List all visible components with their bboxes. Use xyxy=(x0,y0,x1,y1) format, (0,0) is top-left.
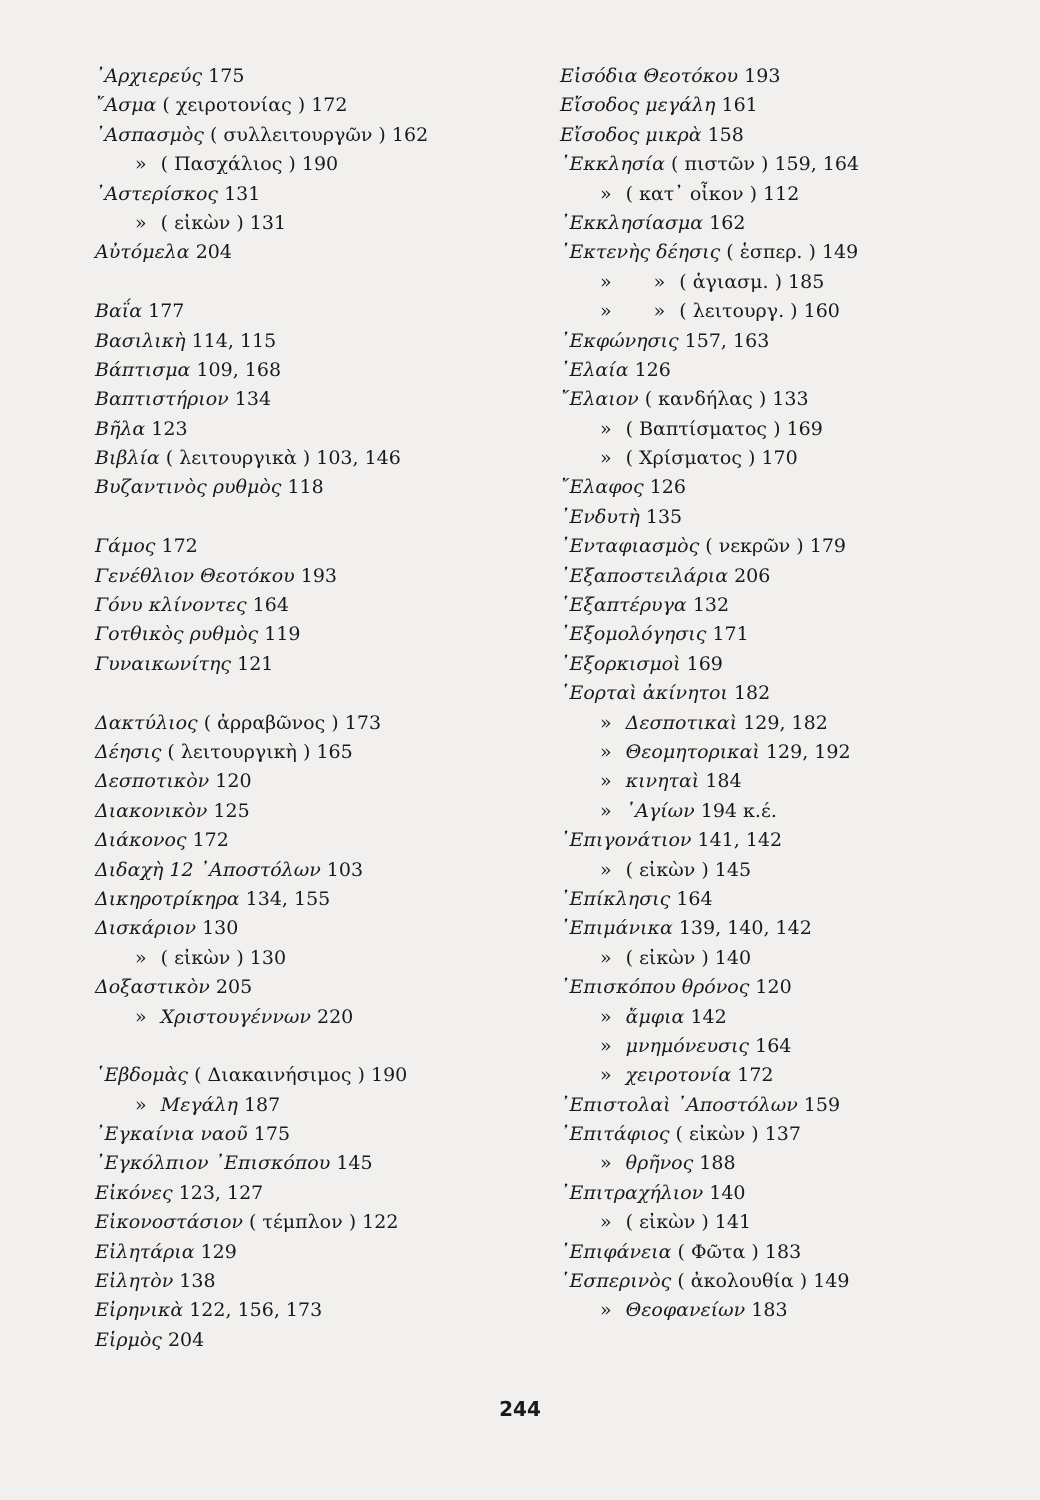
index-entry xyxy=(95,709,535,738)
index-entry xyxy=(560,738,1020,767)
index-entry xyxy=(95,180,535,209)
entry-page-ref: 139, 140, 142 xyxy=(678,917,812,940)
index-entry xyxy=(95,473,535,502)
entry-page-ref: 118 xyxy=(287,476,324,499)
entry-qualifier: ( εἰκὼν ) xyxy=(675,1123,759,1146)
entry-page-ref: 185 xyxy=(788,270,825,293)
index-entry xyxy=(95,1091,535,1120)
index-entry xyxy=(560,327,1020,356)
entry-page-ref: 130 xyxy=(249,946,287,969)
index-entry xyxy=(560,944,1020,973)
entry-term: ᾽Εγκόλπιον ᾽Επισκόπου xyxy=(95,1152,331,1175)
entry-term: Βῆλα xyxy=(95,417,146,440)
entry-term: ᾽Επιτραχήλιον xyxy=(560,1181,704,1204)
entry-page-ref: 190 xyxy=(371,1064,408,1087)
index-entry xyxy=(560,91,1020,120)
entry-page-ref: 133 xyxy=(772,388,809,411)
entry-page-ref: 205 xyxy=(215,976,253,999)
ditto-mark: » xyxy=(600,770,612,793)
index-entry xyxy=(95,591,535,620)
index-entry xyxy=(95,1149,535,1178)
entry-term: Εἰσόδια Θεοτόκου xyxy=(560,65,739,87)
entry-page-ref: 103, 146 xyxy=(316,447,401,470)
ditto-mark: » xyxy=(653,300,666,323)
entry-page-ref: 172 xyxy=(737,1064,774,1087)
index-entry xyxy=(95,385,535,414)
entry-page-ref: 169 xyxy=(686,652,723,675)
entry-page-ref: 183 xyxy=(764,1240,802,1263)
index-entry xyxy=(560,591,1020,620)
entry-qualifier: ( λειτουργ. ) xyxy=(679,300,798,323)
index-entry xyxy=(560,1296,1020,1325)
index-entry xyxy=(560,1149,1020,1178)
entry-page-ref: 204 xyxy=(167,1328,205,1351)
entry-page-ref: 141 xyxy=(714,1211,752,1234)
entry-page-ref: 120 xyxy=(755,976,792,999)
entry-page-ref: 164 xyxy=(676,887,713,910)
entry-page-ref: 149 xyxy=(821,241,859,264)
entry-term: Χριστουγέννων xyxy=(160,1005,311,1028)
entry-page-ref: 159 xyxy=(803,1093,841,1116)
index-entry xyxy=(560,1091,1020,1120)
entry-qualifier: ( νεκρῶν ) xyxy=(705,535,804,558)
entry-page-ref: 175 xyxy=(208,65,245,87)
entry-page-ref: 175 xyxy=(253,1123,291,1146)
index-entry xyxy=(95,826,535,855)
entry-page-ref: 103 xyxy=(326,858,364,881)
entry-qualifier: ( κατ᾽ οἶκον ) xyxy=(625,182,758,205)
index-column-right xyxy=(560,62,1020,1326)
ditto-mark: » xyxy=(135,1005,147,1028)
entry-page-ref: 193 xyxy=(744,65,781,87)
index-entry xyxy=(95,562,535,591)
entry-page-ref: 145 xyxy=(336,1152,373,1175)
entry-term: κινηταὶ xyxy=(625,770,700,793)
ditto-mark: » xyxy=(600,1034,612,1057)
entry-qualifier: ( τέμπλον ) xyxy=(248,1211,357,1234)
entry-qualifier: ( εἰκὼν ) xyxy=(625,1211,709,1234)
index-entry xyxy=(95,356,535,385)
entry-qualifier: ( εἰκὼν ) xyxy=(625,858,709,881)
entry-term: ῾Αγίων xyxy=(625,799,695,822)
entry-term: Εἰκονοστάσιον xyxy=(95,1211,243,1234)
entry-term: Διακονικὸν xyxy=(95,799,208,822)
entry-term: ᾽Εκκλησία xyxy=(560,153,665,176)
index-entry xyxy=(95,650,535,679)
entry-page-ref: 142 xyxy=(690,1005,727,1028)
entry-term: ᾽Επίκλησις xyxy=(560,887,671,910)
entry-qualifier: ( ἀκολουθία ) xyxy=(677,1270,808,1293)
entry-term: Εἱρμὸς xyxy=(95,1328,162,1351)
entry-page-ref: 162 xyxy=(391,123,429,146)
entry-term: ᾽Επιτάφιος xyxy=(560,1123,670,1146)
entry-page-ref: 129, 182 xyxy=(743,711,828,734)
entry-page-ref: 158 xyxy=(707,123,744,146)
index-entry xyxy=(560,532,1020,561)
index-entry xyxy=(95,297,535,326)
index-entry xyxy=(560,914,1020,943)
index-entry xyxy=(95,620,535,649)
entry-page-ref: 160 xyxy=(803,300,840,323)
ditto-mark: » xyxy=(135,153,147,176)
entry-term: θρῆνος xyxy=(625,1152,694,1175)
entry-page-ref: 165 xyxy=(316,740,353,763)
entry-term: ῾Εβδομὰς xyxy=(95,1064,189,1087)
entry-page-ref: 172 xyxy=(161,535,198,558)
index-entry xyxy=(95,1238,535,1267)
index-entry xyxy=(560,62,1020,91)
entry-term: ᾽Επιφάνεια xyxy=(560,1240,672,1263)
entry-term: ἄμφια xyxy=(625,1005,685,1028)
index-entry xyxy=(95,121,535,150)
entry-qualifier: ( εἰκὼν ) xyxy=(160,211,244,234)
entry-page-ref: 126 xyxy=(649,476,686,499)
index-entry xyxy=(95,150,535,179)
entry-page-ref: 131 xyxy=(224,182,261,205)
entry-term: ᾽Επιστολαὶ ᾽Αποστόλων xyxy=(560,1093,798,1116)
entry-term: Διδαχὴ 12 ᾽Αποστόλων xyxy=(95,858,321,881)
entry-page-ref: 119 xyxy=(264,623,301,646)
entry-page-ref: 190 xyxy=(301,153,339,176)
ditto-mark: » xyxy=(600,182,612,205)
index-entry xyxy=(95,1061,535,1090)
entry-term: ᾽Ενταφιασμὸς xyxy=(560,535,700,558)
entry-term: Δεσποτικαὶ xyxy=(625,711,738,734)
index-entry xyxy=(560,503,1020,532)
index-entry xyxy=(95,738,535,767)
entry-term: Εἴσοδος μικρὰ xyxy=(560,123,702,146)
index-entry xyxy=(560,562,1020,591)
entry-term: Δισκάριον xyxy=(95,917,197,940)
index-entry xyxy=(95,238,535,267)
entry-term: ῎Ασμα xyxy=(95,94,157,117)
ditto-mark: » xyxy=(600,300,612,323)
entry-term: ᾽Εξορκισμοὶ xyxy=(560,652,681,675)
ditto-mark: » xyxy=(600,946,612,969)
entry-term: Γοτθικὸς ρυθμὸς xyxy=(95,623,259,646)
entry-page-ref: 137 xyxy=(764,1123,801,1146)
entry-page-ref: 145 xyxy=(714,858,752,881)
entry-page-ref: 125 xyxy=(213,799,250,822)
entry-page-ref: 129 xyxy=(200,1240,237,1263)
ditto-mark: » xyxy=(135,1093,147,1116)
entry-term: μνημόνευσις xyxy=(625,1034,750,1057)
entry-page-ref: 114, 115 xyxy=(191,329,277,352)
entry-page-ref: 123 xyxy=(151,417,188,440)
index-entry xyxy=(560,356,1020,385)
entry-page-ref: 138 xyxy=(179,1270,216,1293)
entry-term: ῾Εξαπτέρυγα xyxy=(560,594,687,617)
entry-page-ref: 132 xyxy=(692,594,730,617)
ditto-mark: » xyxy=(600,858,612,881)
entry-qualifier: ( εἰκὼν ) xyxy=(625,946,709,969)
index-entry xyxy=(95,327,535,356)
entry-term: Γάμος xyxy=(95,535,156,558)
entry-page-ref: 173 xyxy=(344,711,382,734)
entry-term: ᾽Επισκόπου θρόνος xyxy=(560,976,750,999)
entry-term: Εἴσοδος μεγάλη xyxy=(560,94,716,117)
entry-page-ref: 141, 142 xyxy=(697,829,783,852)
index-entry xyxy=(95,1003,535,1032)
entry-term: ᾽Ελαία xyxy=(560,358,629,381)
index-entry xyxy=(560,826,1020,855)
entry-term: Δικηροτρίκηρα xyxy=(95,887,240,910)
entry-term: Δεσποτικὸν xyxy=(95,770,210,793)
entry-page-ref: 129, 192 xyxy=(765,740,851,763)
entry-page-ref: 187 xyxy=(243,1093,281,1116)
index-entry xyxy=(95,91,535,120)
entry-page-ref: 183 xyxy=(751,1299,788,1322)
index-entry xyxy=(560,297,1020,326)
entry-term: ῎Ελαιον xyxy=(560,388,639,411)
entry-qualifier: ( συλλειτουργῶν ) xyxy=(209,123,386,146)
index-entry xyxy=(560,856,1020,885)
entry-page-ref: 112 xyxy=(763,182,800,205)
section-gap xyxy=(95,1032,535,1061)
index-entry xyxy=(95,1267,535,1296)
entry-page-ref: 149 xyxy=(813,1270,850,1293)
index-entry xyxy=(560,1179,1020,1208)
entry-term: ᾽Αρχιερεύς xyxy=(95,65,203,87)
entry-term: ᾽Εξαποστειλάρια xyxy=(560,564,729,587)
entry-page-ref: 164 xyxy=(252,594,289,617)
entry-page-ref: 123, 127 xyxy=(178,1181,264,1204)
entry-page-ref: 193 xyxy=(300,564,338,587)
entry-page-ref: 164 xyxy=(755,1034,792,1057)
index-entry xyxy=(560,415,1020,444)
entry-term: Θεοφανείων xyxy=(625,1299,746,1322)
entry-term: ᾽Επιγονάτιον xyxy=(560,829,692,852)
entry-term: Δέησις xyxy=(95,740,162,763)
index-entry xyxy=(95,885,535,914)
ditto-mark: » xyxy=(600,711,612,734)
entry-term: Γενέθλιον Θεοτόκου xyxy=(95,564,295,587)
entry-term: ᾽Εγκαίνια ναοῦ xyxy=(95,1123,248,1146)
entry-page-ref: 140 xyxy=(709,1181,746,1204)
index-entry xyxy=(95,1296,535,1325)
index-entry xyxy=(560,1238,1020,1267)
entry-qualifier: ( λειτουργικὰ ) xyxy=(165,447,311,470)
index-entry xyxy=(95,973,535,1002)
index-entry xyxy=(560,473,1020,502)
ditto-mark: » xyxy=(600,1064,612,1087)
index-entry xyxy=(560,444,1020,473)
ditto-mark: » xyxy=(600,417,612,440)
entry-term: ᾽Ασπασμὸς xyxy=(95,123,204,146)
ditto-mark: » xyxy=(600,1299,612,1322)
entry-term: ᾽Ενδυτὴ xyxy=(560,505,640,528)
entry-term: Δακτύλιος xyxy=(95,711,198,734)
entry-qualifier: ( ἁγιασμ. ) xyxy=(679,270,782,293)
entry-term: Γυναικωνίτης xyxy=(95,652,232,675)
index-entry xyxy=(95,415,535,444)
index-entry xyxy=(560,679,1020,708)
entry-qualifier: ( λειτουργικὴ ) xyxy=(167,740,311,763)
entry-page-ref: 135 xyxy=(645,505,683,528)
index-entry xyxy=(560,1003,1020,1032)
entry-qualifier: ( εἰκὼν ) xyxy=(160,946,244,969)
entry-qualifier: ( Φῶτα ) xyxy=(677,1240,759,1263)
entry-page-ref: 171 xyxy=(712,623,749,646)
section-gap xyxy=(95,503,535,532)
index-entry xyxy=(560,885,1020,914)
entry-term: Εἰρηνικὰ xyxy=(95,1299,184,1322)
index-entry xyxy=(560,1061,1020,1090)
entry-page-ref: 126 xyxy=(634,358,671,381)
section-gap xyxy=(95,679,535,708)
entry-page-ref: 188 xyxy=(699,1152,736,1175)
entry-page-ref: 172 xyxy=(311,94,348,117)
entry-qualifier: ( ἀρραβῶνος ) xyxy=(203,711,339,734)
index-entry xyxy=(560,268,1020,297)
entry-page-ref: 134 xyxy=(234,388,272,411)
entry-page-ref: 161 xyxy=(721,94,758,117)
entry-term: Βάπτισμα xyxy=(95,358,191,381)
index-entry xyxy=(560,1208,1020,1237)
entry-page-ref: 157, 163 xyxy=(684,329,770,352)
entry-qualifier: ( ἑσπερ. ) xyxy=(726,241,816,264)
entry-term: ῾Εορταὶ ἀκίνητοι xyxy=(560,682,728,705)
entry-term: ᾽Εκφώνησις xyxy=(560,329,679,352)
ditto-mark: » xyxy=(600,740,612,763)
entry-qualifier: ( Διακαινήσιμος ) xyxy=(194,1064,365,1087)
entry-term: Βιβλία xyxy=(95,447,160,470)
ditto-mark: » xyxy=(600,270,612,293)
index-entry xyxy=(560,620,1020,649)
index-entry xyxy=(95,1326,535,1355)
index-entry xyxy=(560,650,1020,679)
entry-qualifier: ( Χρίσματος ) xyxy=(625,447,756,470)
entry-term: Βυζαντινὸς ρυθμὸς xyxy=(95,476,282,499)
entry-page-ref: 184 xyxy=(705,770,742,793)
entry-term: ῎Ελαφος xyxy=(560,476,644,499)
entry-page-ref: 172 xyxy=(192,829,229,852)
entry-page-ref: 179 xyxy=(809,535,846,558)
entry-term: Εἰκόνες xyxy=(95,1181,173,1204)
entry-term: Διάκονος xyxy=(95,829,187,852)
entry-term: Βασιλικὴ xyxy=(95,329,186,352)
index-entry xyxy=(560,121,1020,150)
ditto-mark: » xyxy=(135,946,147,969)
entry-term: Θεομητορικαὶ xyxy=(625,740,760,763)
index-entry xyxy=(560,180,1020,209)
entry-page-ref: 194 κ.έ. xyxy=(700,799,777,822)
index-entry xyxy=(95,1208,535,1237)
entry-term: ᾽Αστερίσκος xyxy=(95,182,219,205)
index-entry xyxy=(95,209,535,238)
index-entry xyxy=(560,385,1020,414)
index-entry xyxy=(95,944,535,973)
entry-term: Εἰλητάρια xyxy=(95,1240,195,1263)
index-entry xyxy=(95,1179,535,1208)
index-entry xyxy=(95,532,535,561)
entry-qualifier: ( Πασχάλιος ) xyxy=(160,153,296,176)
index-entry xyxy=(95,856,535,885)
entry-term: ᾽Εκτενὴς δέησις xyxy=(560,241,721,264)
index-entry xyxy=(560,209,1020,238)
entry-qualifier: ( Βαπτίσματος ) xyxy=(625,417,781,440)
index-entry xyxy=(560,797,1020,826)
entry-page-ref: 170 xyxy=(761,447,798,470)
entry-qualifier: ( χειροτονίας ) xyxy=(162,94,306,117)
entry-term: Βαΐα xyxy=(95,300,143,323)
index-column-left xyxy=(95,62,535,1355)
entry-term: ᾽Επιμάνικα xyxy=(560,917,673,940)
entry-term: χειροτονία xyxy=(625,1064,732,1087)
entry-term: Γόνυ κλίνοντες xyxy=(95,594,247,617)
index-entry xyxy=(560,709,1020,738)
index-entry xyxy=(95,797,535,826)
index-entry xyxy=(560,1120,1020,1149)
index-entry xyxy=(560,767,1020,796)
entry-page-ref: 130 xyxy=(202,917,239,940)
index-entry xyxy=(95,914,535,943)
entry-page-ref: 122, 156, 173 xyxy=(189,1299,323,1322)
entry-page-ref: 120 xyxy=(215,770,252,793)
index-entry xyxy=(560,238,1020,267)
index-entry xyxy=(95,1120,535,1149)
entry-term: Αὐτόμελα xyxy=(95,241,190,264)
ditto-mark: » xyxy=(653,270,666,293)
entry-page-ref: 220 xyxy=(316,1005,354,1028)
entry-page-ref: 162 xyxy=(709,211,746,234)
entry-page-ref: 177 xyxy=(148,300,185,323)
entry-term: Μεγάλη xyxy=(160,1093,238,1116)
ditto-mark: » xyxy=(600,799,612,822)
entry-page-ref: 204 xyxy=(195,241,232,264)
entry-page-ref: 134, 155 xyxy=(245,887,331,910)
section-gap xyxy=(95,268,535,297)
entry-qualifier: ( πιστῶν ) xyxy=(671,153,769,176)
page-number: 244 xyxy=(499,1397,541,1421)
ditto-mark: » xyxy=(600,1152,612,1175)
entry-term: ῾Εσπερινὸς xyxy=(560,1270,672,1293)
entry-page-ref: 122 xyxy=(362,1211,399,1234)
entry-page-ref: 109, 168 xyxy=(196,358,282,381)
index-entry xyxy=(560,1032,1020,1061)
ditto-mark: » xyxy=(600,1005,612,1028)
entry-page-ref: 140 xyxy=(714,946,752,969)
index-entry xyxy=(95,767,535,796)
entry-page-ref: 121 xyxy=(237,652,274,675)
index-entry xyxy=(560,973,1020,1002)
entry-page-ref: 159, 164 xyxy=(774,153,860,176)
entry-page-ref: 206 xyxy=(734,564,771,587)
index-entry xyxy=(560,150,1020,179)
entry-page-ref: 169 xyxy=(786,417,823,440)
ditto-mark: » xyxy=(135,211,147,234)
index-entry xyxy=(560,1267,1020,1296)
index-entry xyxy=(95,62,535,91)
entry-qualifier: ( κανδήλας ) xyxy=(644,388,767,411)
index-entry xyxy=(95,444,535,473)
entry-term: ᾽Εκκλησίασμα xyxy=(560,211,704,234)
entry-term: ᾽Εξομολόγησις xyxy=(560,623,707,646)
entry-page-ref: 131 xyxy=(249,211,287,234)
entry-term: Βαπτιστήριον xyxy=(95,388,229,411)
entry-term: Δοξαστικὸν xyxy=(95,976,210,999)
entry-page-ref: 182 xyxy=(733,682,771,705)
ditto-mark: » xyxy=(600,1211,612,1234)
ditto-mark: » xyxy=(600,447,612,470)
entry-term: Εἰλητὸν xyxy=(95,1270,174,1293)
